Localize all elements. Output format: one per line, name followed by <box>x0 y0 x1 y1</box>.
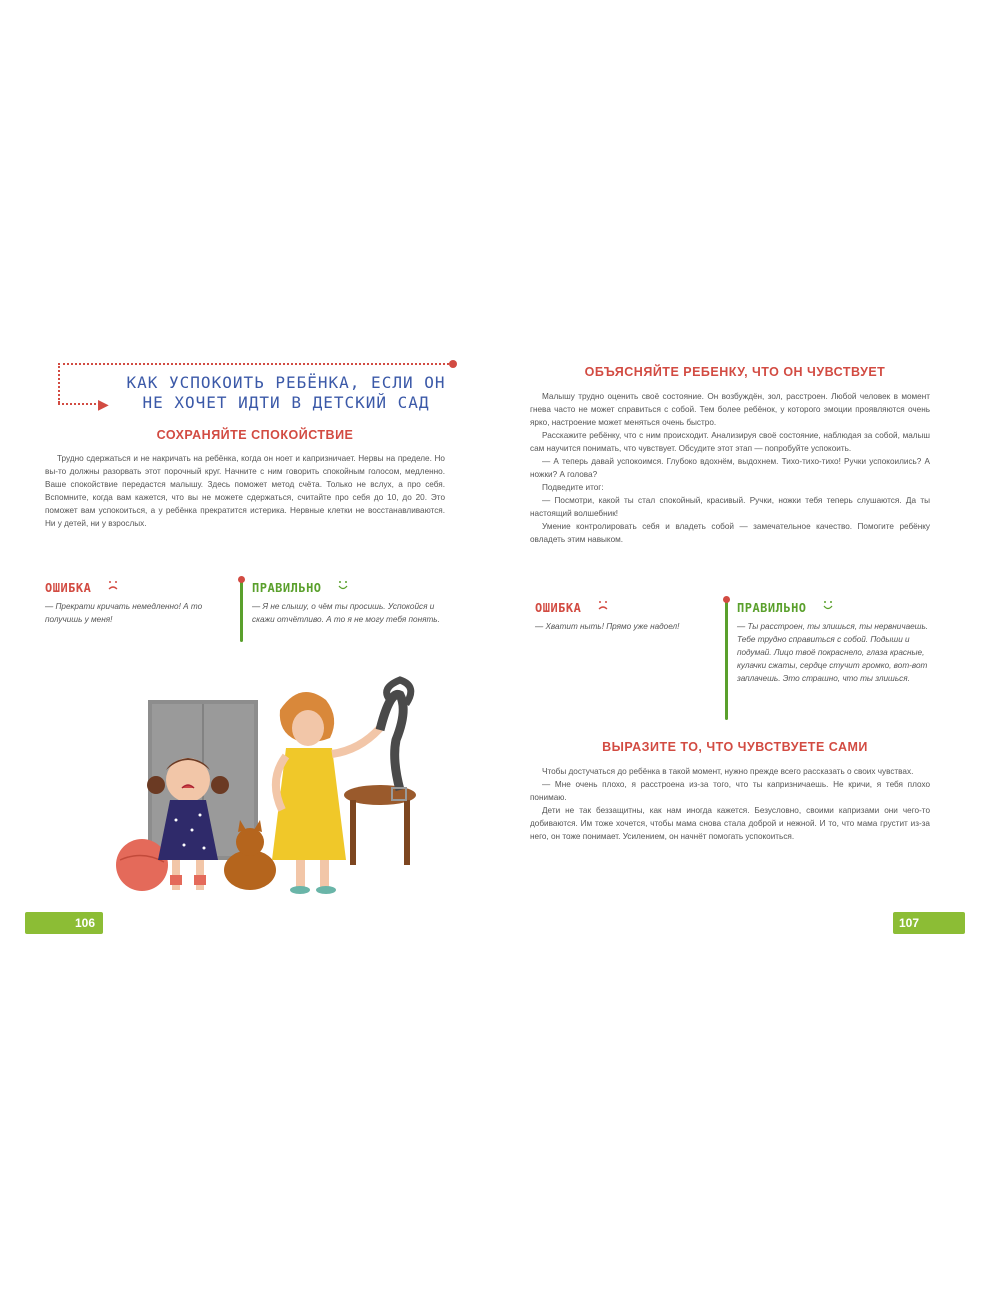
chapter-title-block <box>58 355 456 417</box>
paragraph: Расскажите ребёнку, что с ним происходит. Анализируя своё состояние, наблюдая за собой, малыш сам научится понимать, что чувствует. Обсудите этот этап — попробуйте успокоить. <box>530 431 930 453</box>
tip-right-dot <box>723 596 730 603</box>
paragraph: — Мне очень плохо, я расстроена из-за того, что ты капризничаешь. Не кричи, я тебя плохо понимаю. <box>530 780 930 802</box>
tip-wrong-header <box>535 598 715 616</box>
tip-right-label: ПРАВИЛЬНО <box>252 581 322 595</box>
section-heading-explain: ОБЪЯСНЯЙТЕ РЕБЕНКУ, ЧТО ОН ЧУВСТВУЕТ <box>584 365 886 379</box>
chapter-title-line2: НЕ ХОЧЕТ ИДТИ В ДЕТСКИЙ САД <box>142 393 430 412</box>
paragraph: Умение контролировать себя и владеть собой — замечательное качество. Помогите ребёнку овладеть этим навыком. <box>530 522 930 544</box>
smile-face-icon <box>335 578 351 595</box>
page-number-left: 106 <box>74 916 95 930</box>
page-number-bar-left <box>25 912 103 934</box>
frown-face-icon <box>595 598 611 615</box>
title-frame-top <box>58 363 453 365</box>
tip-wrong-text: — Прекрати кричать немедленно! А то получишь у меня! <box>45 602 203 624</box>
tip-wrong <box>535 598 715 633</box>
tip-right-text: — Я не слышу, о чём ты просишь. Успокойся и скажи отчётливо. А то я не могу тебя понять. <box>252 602 440 624</box>
tip-right-label: ПРАВИЛЬНО <box>737 601 807 615</box>
tip-right-header <box>737 598 935 616</box>
tip-wrong-label: ОШИБКА <box>45 581 92 595</box>
tip-right <box>725 598 935 685</box>
paragraph: — Посмотри, какой ты стал спокойный, красивый. Ручки, ножки тебя теперь слушаются. Да ты настоящий волшебник! <box>530 496 930 518</box>
frown-face-icon <box>105 578 121 595</box>
right-page <box>525 340 945 940</box>
paragraph: Трудно сдержаться и не накричать на ребёнка, когда он ноет и капризничает. Нервы на пределе. Но вы-то должны разорвать этот порочный круг. Начните с ним говорить спокойным голосом, медленно. Ваше спокойствие передастся малышу. Здесь поможет метод счёта. Только не вслух, а про себя. Вспомните, когда вам кажется, что вы не можете сдержаться, считайте про себя до 10, до 20. Это поможет вам успокоиться, а у ребёнка прекратится истерика. Нервные клетки не восстанавливаются. Ни у детей, ни у взрослых. <box>45 454 445 528</box>
chapter-title <box>116 373 456 413</box>
left-page <box>40 340 470 940</box>
tip-right <box>240 578 455 626</box>
page-number-right: 107 <box>899 916 920 930</box>
title-frame-bottom <box>58 403 100 405</box>
tip-right-bar <box>725 600 728 720</box>
tip-wrong-text: — Хватит ныть! Прямо уже надоел! <box>535 622 680 631</box>
tip-wrong-label: ОШИБКА <box>535 601 582 615</box>
section-heading-calm: СОХРАНЯЙТЕ СПОКОЙСТВИЕ <box>156 428 354 442</box>
section-heading-express: ВЫРАЗИТЕ ТО, ЧТО ЧУВСТВУЕТЕ САМИ <box>602 740 868 754</box>
tip-wrong-header <box>45 578 225 596</box>
tip-right-header <box>252 578 455 596</box>
tip-wrong <box>45 578 225 626</box>
title-frame-left <box>58 363 60 403</box>
tip-right-text: — Ты расстроен, ты злишься, ты нервничаешь. Тебе трудно справиться с собой. Подыши и подумай. Лицо твоё покраснело, глаза красные, кулачки сжаты, сердце стучит громко, вот-вот заплачешь. Это страшно, что ты злишься. <box>737 622 929 683</box>
tip-right-dot <box>238 576 245 583</box>
paragraph: Подведите итог: <box>542 483 604 492</box>
section-text-explain <box>530 390 930 546</box>
section-text-express <box>530 765 930 843</box>
tip-right-bar <box>240 580 243 642</box>
paragraph: — А теперь давай успокоимся. Глубоко вдохнём, выдохнем. Тихо-тихо-тихо! Ручки успокоились? А ножки? А голова? <box>530 457 930 479</box>
smile-face-icon <box>820 598 836 615</box>
illustration-mother-and-crying-girl <box>100 670 440 900</box>
section-text-calm <box>45 452 445 530</box>
paragraph: Дети не так беззащитны, как нам иногда кажется. Безусловно, своими капризами они чего-то добиваются. Им тоже хочется, чтобы мама снова стала доброй и нежной. И то, что мама грустит из-за него, он тоже понимает. Усилением, он начнёт помогать успокоиться. <box>530 806 930 841</box>
chapter-title-line1: КАК УСПОКОИТЬ РЕБЁНКА, ЕСЛИ ОН <box>126 373 446 392</box>
page-number-bar-right <box>893 912 965 934</box>
paragraph: Чтобы достучаться до ребёнка в такой момент, нужно прежде всего рассказать о своих чувствах. <box>542 767 914 776</box>
arrow-right-icon: ▶ <box>98 396 109 412</box>
paragraph: Малышу трудно оценить своё состояние. Он возбуждён, зол, расстроен. Любой человек в момент гнева часто не может справиться с собой. Тем более ребёнок, у которого эмоции проявляются очень ярко, настроение может меняться очень быстро. <box>530 392 930 427</box>
